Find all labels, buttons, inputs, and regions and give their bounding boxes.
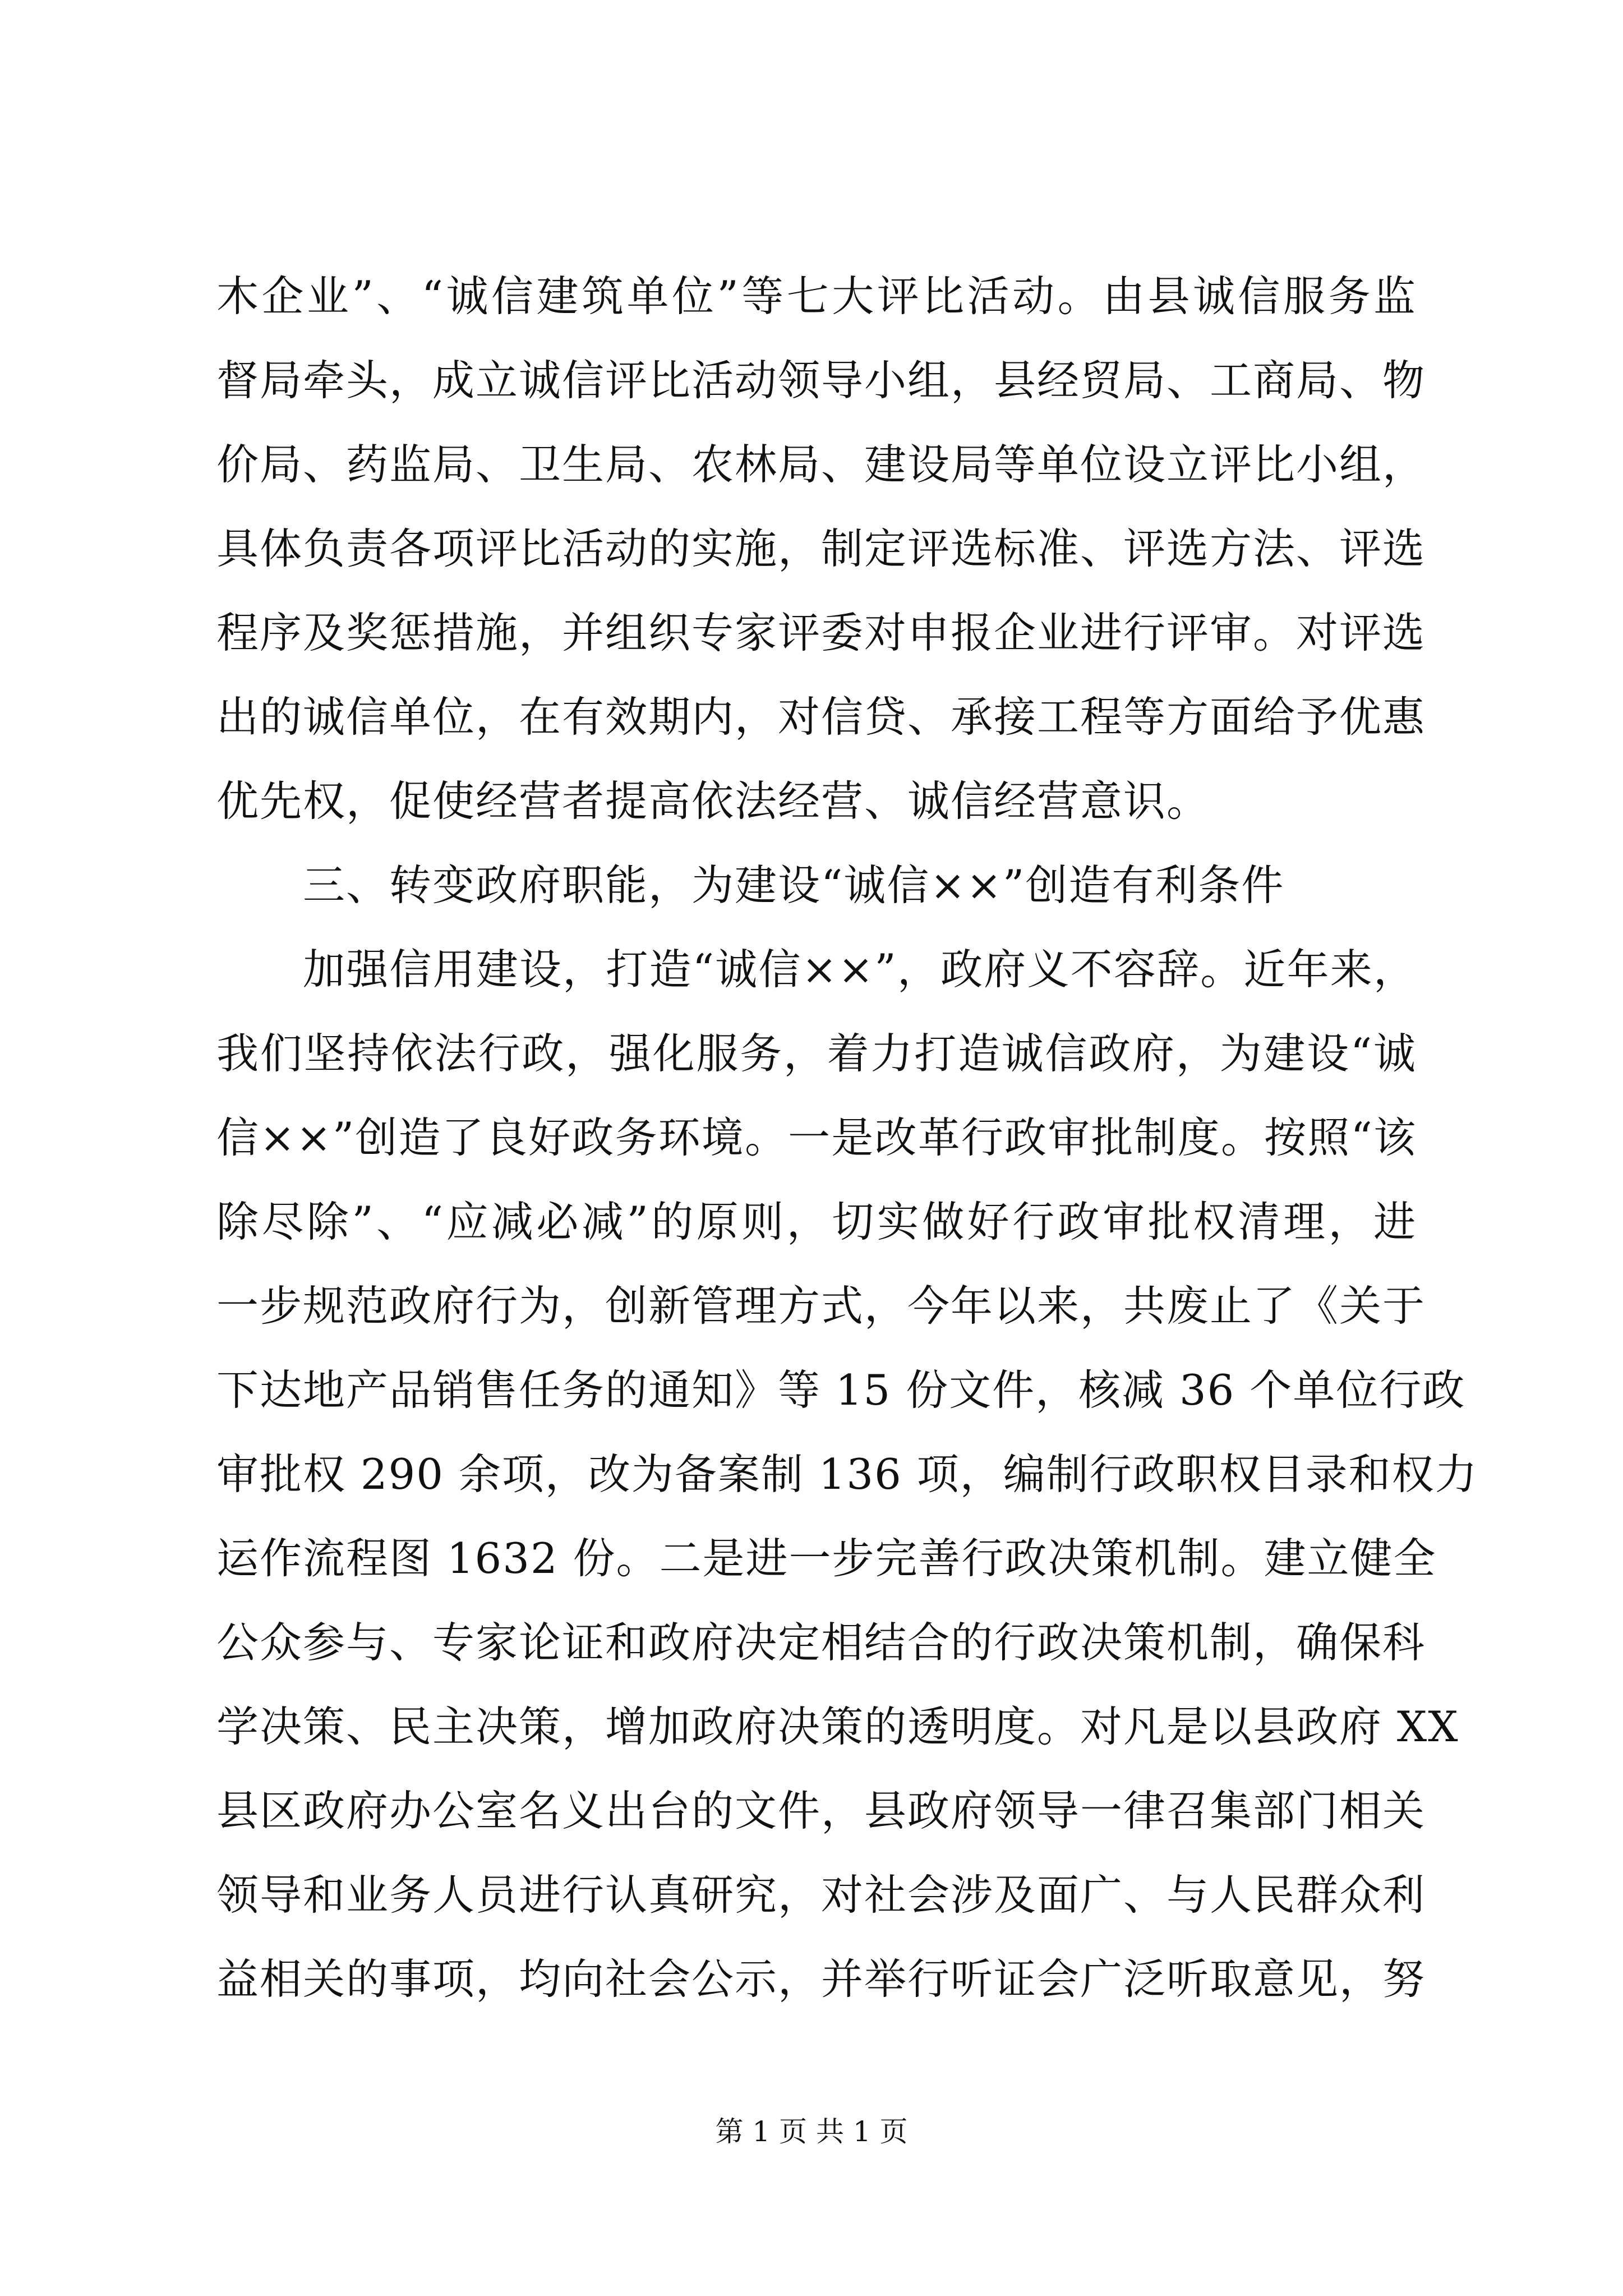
text-line: 审批权 290 余项，改为备案制 136 项，编制行政职权目录和权力 (216, 1450, 1478, 1499)
text-line: 具体负责各项评比活动的实施，制定评选标准、评选方法、评选 (216, 524, 1426, 573)
text-line: 益相关的事项，均向社会公示，并举行听证会广泛听取意见，努 (216, 1954, 1426, 2004)
text-line: 学决策、民主决策，增加政府决策的透明度。对凡是以县政府 XX (216, 1702, 1459, 1751)
text-line: 我们坚持依法行政，强化服务，着力打造诚信政府，为建设“诚 (216, 1029, 1417, 1078)
text-line: 价局、药监局、卫生局、农林局、建设局等单位设立评比小组， (216, 440, 1426, 489)
text-line: 县区政府办公室名义出台的文件，县政府领导一律召集部门相关 (216, 1786, 1426, 1835)
text-line: 程序及奖惩措施，并组织专家评委对申报企业进行评审。对评选 (216, 608, 1426, 657)
text-line: 下达地产品销售任务的通知》等 15 份文件，核减 36 个单位行政 (216, 1365, 1466, 1415)
text-line: 除尽除”、“应减必减”的原则，切实做好行政审批权清理，进 (216, 1197, 1417, 1246)
text-line: 领导和业务人员进行认真研究，对社会涉及面广、与人民群众利 (216, 1870, 1426, 1920)
text-line: 运作流程图 1632 份。二是进一步完善行政决策机制。建立健全 (216, 1534, 1437, 1583)
section-heading: 三、转变政府职能，为建设“诚信××”创造有利条件 (303, 861, 1285, 910)
text-line: 木企业”、“诚信建筑单位”等七大评比活动。由县诚信服务监 (216, 272, 1417, 321)
page-number-footer: 第 1 页 共 1 页 (715, 2115, 908, 2148)
text-line: 公众参与、专家论证和政府决定相结合的行政决策机制，确保科 (216, 1618, 1426, 1667)
text-line: 优先权，促使经营者提高依法经营、诚信经营意识。 (216, 776, 1210, 826)
text-line: 一步规范政府行为，创新管理方式，今年以来，共废止了《关于 (216, 1281, 1426, 1331)
text-line: 信××”创造了良好政务环境。一是改革行政审批制度。按照“该 (216, 1113, 1417, 1162)
paragraph-first-line: 加强信用建设，打造“诚信××”，政府义不容辞。近年来， (303, 945, 1417, 994)
text-line: 督局牵头，成立诚信评比活动领导小组，县经贸局、工商局、物 (216, 356, 1426, 405)
text-line: 出的诚信单位，在有效期内，对信贷、承接工程等方面给予优惠 (216, 692, 1426, 742)
